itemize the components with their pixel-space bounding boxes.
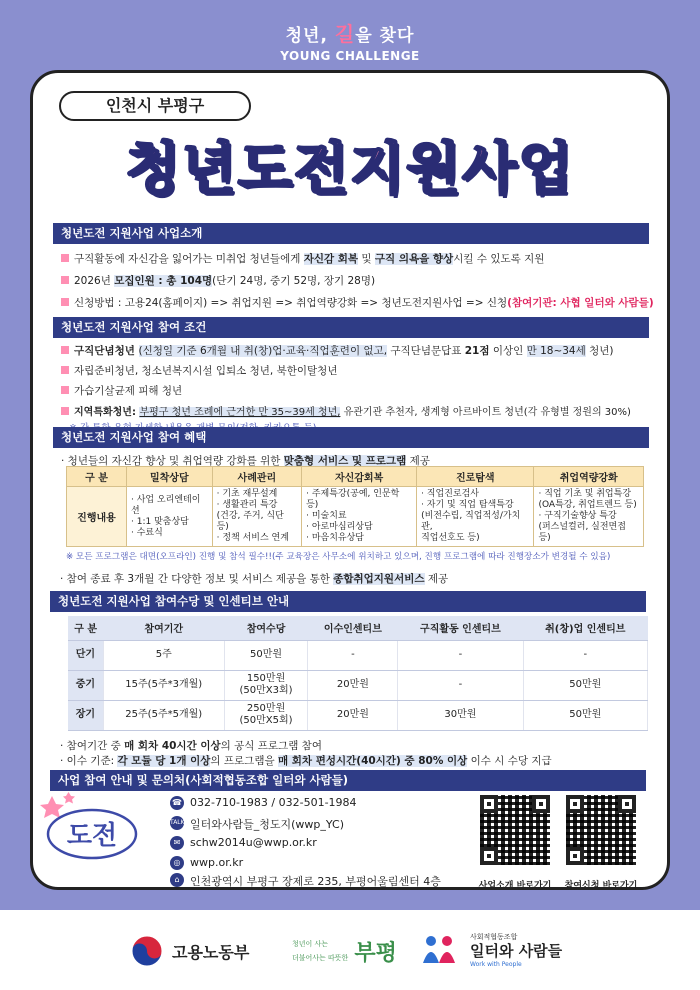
region-label: 인천시 부평구: [59, 91, 251, 121]
incentive-table: [68, 616, 648, 731]
benefits-row-label: 진행내용: [67, 487, 127, 547]
challenge-badge-icon: [40, 792, 140, 862]
svg-text:도전: 도전: [66, 821, 118, 851]
incentive-header-cell: 참여기간: [103, 616, 224, 640]
incentive-header-cell: 구직활동 인센티브: [398, 616, 523, 640]
section-contact-header: 사업 참여 안내 및 문의처(사회적협동조합 일터와 사람들): [50, 770, 646, 791]
qr-apply-caption: 참여신청 바로가기: [564, 881, 638, 891]
table-row: 중기 15주(5주*3개월) 150만원 (50만X3회) 20만원 - 50만원: [68, 670, 648, 700]
phone-icon: ☎: [170, 796, 184, 810]
benefits-header-cell: 진로탐색: [417, 467, 534, 487]
brand-header: [0, 18, 700, 63]
condition-1: 구직단념청년 (신청일 기준 6개월 내 취(창)업·교육·직업훈련이 없고, 구직단념문답표 21점 이상인 만 18~34세 청년): [61, 343, 614, 358]
benefits-header-cell: 취업역량강화: [534, 467, 644, 487]
footer-logo-moel: 고용노동부: [130, 930, 249, 972]
qr-intro-caption: 사업소개 바로가기: [478, 881, 552, 891]
qr-code-apply[interactable]: [566, 795, 636, 865]
taegeuk-icon: [130, 934, 164, 968]
contact-phone: 032-710-1983 / 032-501-1984: [190, 796, 357, 809]
section-intro-header: 청년도전 지원사업 사업소개: [53, 223, 649, 244]
brand-english: YOUNG CHALLENGE: [280, 49, 420, 63]
footer: [0, 910, 700, 990]
benefits-cell-employability: · 직업 기초 및 취업특강 (OA특강, 취업트렌드 등) · 구직기술향상 특강 (퍼스널컬러, 실전면접 등): [534, 487, 644, 547]
section-incentive-header: 청년도전 지원사업 참여수당 및 인센티브 안내: [50, 591, 646, 612]
benefits-cell-confidence: · 주제특강(공예, 인문학 등) · 미술치료 · 아로마심리상담 · 마음치유상담: [302, 487, 417, 547]
intro-line-2: 2026년 모집인원 : 총 104명(단기 24명, 중기 52명, 장기 28명): [61, 273, 375, 288]
qr-code-intro[interactable]: [480, 795, 550, 865]
benefits-cell-counseling: · 사업 오리엔테이션 · 1:1 맞춤상담 · 수료식: [127, 487, 213, 547]
incentive-note-2: · 이수 기준: 각 모듈 당 1개 이상의 프로그램을 매 회차 편성시간(40시간) 중 80% 이상 이수 시 수당 지급: [60, 755, 552, 767]
condition-2: 자립준비청년, 청소년복지시설 입퇴소 청년, 북한이탈청년: [61, 363, 337, 378]
contact-email: schw2014u@wwp.or.kr: [190, 836, 317, 849]
benefits-header-cell: 사례관리: [212, 467, 302, 487]
page-title: 청년도전지원사업: [125, 137, 575, 202]
section-benefits-header: 청년도전 지원사업 참여 혜택: [53, 427, 649, 448]
incentive-note-1: · 참여기간 중 매 회차 40시간 이상의 공식 프로그램 참여: [60, 740, 322, 752]
benefits-header-cell: 자신감회복: [302, 467, 417, 487]
location-pin-icon: ⌂: [170, 873, 184, 887]
globe-icon: ◎: [170, 856, 184, 870]
condition-4: 지역특화청년: 부평구 청년 조례에 근거한 만 35~39세 청년, 유관기관 추천자, 생계형 아르바이트 청년(각 유형별 정원의 30%): [61, 403, 631, 418]
email-icon: ✉: [170, 836, 184, 850]
contact-web: wwp.or.kr: [190, 856, 244, 869]
incentive-header-cell: 구 분: [68, 616, 103, 640]
benefits-header-cell: 구 분: [67, 467, 127, 487]
condition-3: 가습기살균제 피해 청년: [61, 383, 182, 398]
intro-line-1: 구직활동에 자신감을 잃어가는 미취업 청년들에게 자신감 회복 및 구직 의욕을 향상시킬 수 있도록 지원: [61, 251, 544, 266]
table-row: 장기 25주(5주*5개월) 250만원 (50만X5회) 20만원 30만원 50만원: [68, 700, 648, 730]
benefits-table: [66, 466, 644, 547]
benefits-header-cell: 밀착상담: [127, 467, 213, 487]
incentive-header-cell: 참여수당: [224, 616, 308, 640]
benefit-line-1: · 청년들의 자신감 향상 및 취업역량 강화를 위한 맞춤형 서비스 및 프로그램 제공: [61, 455, 430, 467]
section-conditions-header: 청년도전 지원사업 참여 조건: [53, 317, 649, 338]
intro-line-3: 신청방법 : 고용24(홈페이지) => 취업지원 => 취업역량강화 => 청년도전지원사업 => 신청(참여기관: 사협 일터와 사람들): [61, 295, 654, 310]
footer-logo-bupyeong: 청년이 사는 더불어사는 따뜻한 부평: [292, 940, 397, 966]
contact-kakao: 일터와사람들_청도지(wwp_YC): [190, 818, 344, 831]
table-row: 단기 5주 50만원 - - -: [68, 640, 648, 670]
wwp-people-icon: [420, 933, 460, 969]
contact-address: 인천광역시 부평구 장제로 235, 부평어울림센터 4층: [190, 875, 441, 888]
kakao-talk-icon: TALK: [170, 816, 184, 830]
footer-logo-wwp: 사회적협동조합 일터와 사람들 Work with People: [420, 930, 562, 972]
brand-korean: 청년, 길을 찾다: [285, 22, 415, 46]
incentive-header-cell: 이수인센티브: [308, 616, 398, 640]
benefit-line-2: · 참여 종료 후 3개월 간 다양한 정보 및 서비스 제공을 통한 종합취업지원서비스 제공: [60, 573, 449, 585]
benefits-cell-career: · 직업진로검사 · 자기 및 직업 탐색특강 (비전수립, 직업적성/가치관, 직업선호도 등): [417, 487, 534, 547]
benefits-note: ※ 모든 프로그램은 대면(오프라인) 진행 및 참석 필수!!(주 교육장은 사무소에 위치하고 있으며, 진행 프로그램에 따라 진행장소가 변경될 수 있음): [66, 552, 611, 562]
benefits-cell-case: · 기초 재무설계 · 생활관리 특강 (건강, 주거, 식단 등) · 정책 서비스 연계: [212, 487, 302, 547]
incentive-header-cell: 취(창)업 인센티브: [523, 616, 647, 640]
